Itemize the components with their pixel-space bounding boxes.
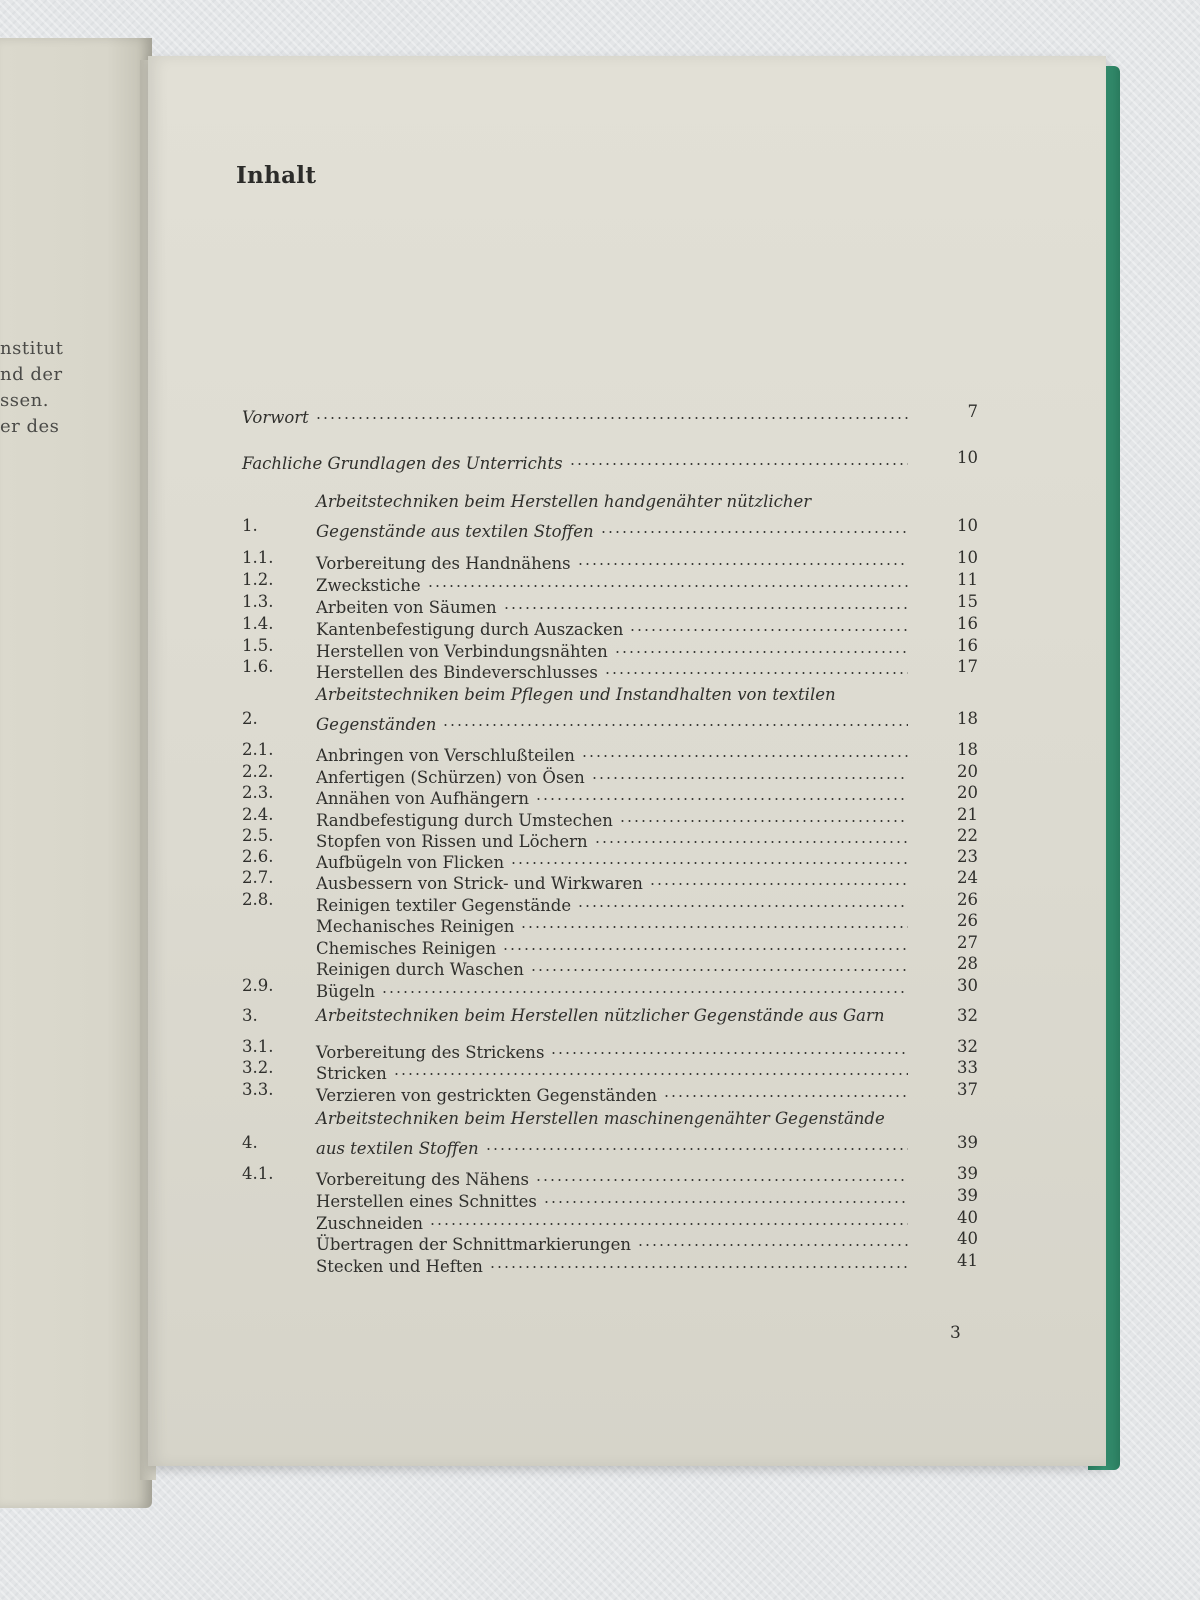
dot-leader <box>315 401 908 423</box>
dot-leader <box>510 846 908 868</box>
toc-entry-page: 10 <box>957 548 978 567</box>
toc-entry-number: 1.5. <box>242 636 274 655</box>
toc-entry <box>242 867 978 893</box>
toc-entry-title: Bügeln <box>316 982 375 1001</box>
dot-leader <box>614 635 908 657</box>
dot-leader <box>581 739 908 761</box>
dot-leader <box>485 1132 908 1154</box>
dot-leader <box>381 975 908 997</box>
toc-entry <box>242 1250 978 1276</box>
dot-leader <box>393 1057 908 1079</box>
toc-entry-page: 20 <box>957 783 978 802</box>
toc-entry-number: 1.1. <box>242 548 274 567</box>
toc-entry-title: Anfertigen (Schürzen) von Ösen <box>316 768 585 787</box>
toc-entry-title: Zuschneiden <box>316 1214 424 1233</box>
toc-entry-number: 2.8. <box>242 890 274 909</box>
toc-entry-title: Chemisches Reinigen <box>316 939 497 958</box>
toc-entry <box>242 953 978 979</box>
toc-entry-title: Stopfen von Rissen und Löchern <box>316 832 588 851</box>
toc-entry-number: 1.6. <box>242 657 274 676</box>
toc-entry-page: 39 <box>957 1164 978 1183</box>
toc-entry <box>242 782 978 808</box>
toc-entry <box>242 761 978 787</box>
toc-entry-page: 7 <box>967 402 978 421</box>
toc-entry-page: 11 <box>957 570 978 589</box>
toc-entry-title: Verzieren von gestrickten Gegenständen <box>316 1086 657 1105</box>
dot-leader <box>604 656 908 678</box>
toc-entry <box>242 1005 978 1027</box>
toc-entry-title: Stricken <box>316 1064 387 1083</box>
toc-entry-page: 22 <box>957 826 978 845</box>
dot-leader <box>629 613 908 635</box>
toc-entry-number: 2.7. <box>242 868 274 887</box>
toc-entry-page: 33 <box>957 1058 978 1077</box>
toc-entry <box>242 739 978 765</box>
toc-entry-title-container <box>242 447 908 475</box>
dot-leader <box>489 1250 908 1272</box>
toc-entry-title: Aufbügeln von Flicken <box>316 853 505 872</box>
toc-entry-page: 23 <box>957 847 978 866</box>
toc-entry-number: 2.4. <box>242 805 274 824</box>
toc-entry-title: Arbeiten von Säumen <box>316 598 497 617</box>
toc-entry <box>242 1163 978 1189</box>
dot-leader <box>543 1185 908 1207</box>
toc-entry-page: 32 <box>957 1037 978 1056</box>
left-page-text-fragment: ssen. <box>0 390 49 411</box>
left-page-text-fragment: er des <box>0 416 60 437</box>
toc-entry-title-container <box>242 401 908 429</box>
toc-entry-page: 20 <box>957 762 978 781</box>
toc-entry-page: 16 <box>957 636 978 655</box>
toc-entry-title: Mechanisches Reinigen <box>316 917 515 936</box>
dot-leader <box>550 1036 908 1058</box>
toc-entry-page: 18 <box>957 740 978 759</box>
dot-leader <box>577 889 908 911</box>
toc-entry <box>242 1207 978 1233</box>
toc-entry-number: 2.9. <box>242 976 274 995</box>
toc-entry-title-line: Arbeitstechniken beim Pflegen und Instandhalten von textilen <box>316 685 836 704</box>
toc-entry-page: 15 <box>957 592 978 611</box>
dot-leader <box>569 447 908 469</box>
toc-entry-title-container <box>316 1005 908 1027</box>
toc-entry <box>242 656 978 682</box>
toc-entry-page: 24 <box>957 868 978 887</box>
toc-entry-number: 2.3. <box>242 783 274 802</box>
toc-entry-title: Vorbereitung des Handnähens <box>316 554 571 573</box>
toc-entry <box>242 825 978 851</box>
toc-entry-title: Vorbereitung des Strickens <box>316 1043 545 1062</box>
toc-entry-page: 10 <box>957 516 978 535</box>
dot-leader <box>535 782 908 804</box>
page-title: Inhalt <box>236 162 317 189</box>
dot-leader <box>427 569 908 591</box>
dot-leader <box>530 953 908 975</box>
toc-entry-page: 28 <box>957 954 978 973</box>
toc-entry <box>242 401 978 427</box>
toc-entry <box>242 1079 978 1105</box>
toc-entry-number: 2. <box>242 709 258 728</box>
toc-entry <box>242 635 978 661</box>
toc-entry <box>242 932 978 958</box>
toc-entry-number: 1.2. <box>242 570 274 589</box>
dot-leader <box>442 708 908 730</box>
toc-entry-title-container <box>316 1250 908 1278</box>
toc-entry <box>242 591 978 617</box>
toc-entry-title-container <box>316 1132 908 1160</box>
left-page <box>0 38 152 1508</box>
toc-entry-title-container <box>316 1079 908 1107</box>
toc-entry-number: 1. <box>242 516 258 535</box>
toc-entry-page: 17 <box>957 657 978 676</box>
toc-entry-title: Anbringen von Verschlußteilen <box>316 746 575 765</box>
toc-entry-title: Kantenbefestigung durch Auszacken <box>316 620 624 639</box>
toc-entry-title: Vorbereitung des Nähens <box>316 1170 529 1189</box>
toc-entry <box>242 492 978 541</box>
toc-entry-page: 27 <box>957 933 978 952</box>
toc-entry <box>242 889 978 915</box>
dot-leader <box>429 1207 908 1229</box>
toc-entry-number: 1.4. <box>242 614 274 633</box>
toc-entry <box>242 846 978 872</box>
toc-entry <box>242 804 978 830</box>
toc-entry-title: Reinigen textiler Gegenstände <box>316 896 572 915</box>
toc-entry-number: 3.1. <box>242 1037 274 1056</box>
dot-leader <box>649 867 908 889</box>
toc-entry-title: Ausbessern von Strick- und Wirkwaren <box>316 874 643 893</box>
dot-leader <box>577 547 908 569</box>
toc-entry <box>242 1109 978 1158</box>
toc-entry-page: 21 <box>957 805 978 824</box>
toc-entry <box>242 975 978 1001</box>
toc-entry <box>242 910 978 936</box>
toc-entry <box>242 1228 978 1254</box>
toc-entry-title: Herstellen eines Schnittes <box>316 1192 537 1211</box>
toc-entry <box>242 685 978 734</box>
toc-entry-page: 40 <box>957 1208 978 1227</box>
toc-entry-title: Gegenständen <box>316 715 437 734</box>
toc-entry <box>242 1185 978 1211</box>
dot-leader <box>600 515 908 537</box>
dot-leader <box>535 1163 908 1185</box>
toc-entry-title-container <box>316 708 908 736</box>
toc-entry-title: Annähen von Aufhängern <box>316 789 529 808</box>
toc-entry-title: Übertragen der Schnittmarkierungen <box>316 1235 631 1254</box>
toc-entry <box>242 613 978 639</box>
toc-entry-page: 30 <box>957 976 978 995</box>
toc-entry-page: 39 <box>957 1133 978 1152</box>
toc-entry-title-line: Arbeitstechniken beim Herstellen handgenähter nützlicher <box>316 492 812 511</box>
toc-entry-page: 26 <box>957 911 978 930</box>
dot-leader <box>619 804 908 826</box>
toc-entry-title-container <box>316 656 908 684</box>
toc-entry-number: 3. <box>242 1006 258 1025</box>
toc-entry-title: Reinigen durch Waschen <box>316 960 524 979</box>
toc-entry-page: 40 <box>957 1229 978 1248</box>
toc-entry-title: Herstellen von Verbindungsnähten <box>316 642 608 661</box>
toc-entry-number: 3.3. <box>242 1080 274 1099</box>
toc-entry-title: Gegenstände aus textilen Stoffen <box>316 522 594 541</box>
left-page-text-fragment: nstitut <box>0 338 64 359</box>
toc-entry-page: 10 <box>957 448 978 467</box>
toc-entry-number: 2.5. <box>242 826 274 845</box>
toc-entry-title-container <box>316 515 908 543</box>
dot-leader <box>520 910 908 932</box>
toc-entry-number: 2.1. <box>242 740 274 759</box>
toc-entry-page: 32 <box>957 1006 978 1025</box>
toc-entry-title: Arbeitstechniken beim Herstellen nützlicher Gegenstände aus Garn <box>316 1006 885 1025</box>
toc-entry-title: aus textilen Stoffen <box>316 1139 479 1158</box>
toc-entry-number: 2.6. <box>242 847 274 866</box>
toc-entry-title: Vorwort <box>242 408 309 427</box>
dot-leader <box>502 932 908 954</box>
dot-leader <box>591 761 908 783</box>
toc-entry-page: 41 <box>957 1251 978 1270</box>
toc-entry-page: 26 <box>957 890 978 909</box>
dot-leader <box>637 1228 908 1250</box>
toc-entry-number: 4.1. <box>242 1164 274 1183</box>
toc-entry-number: 3.2. <box>242 1058 274 1077</box>
toc-entry <box>242 547 978 573</box>
toc-entry-page: 18 <box>957 709 978 728</box>
toc-entry <box>242 1036 978 1062</box>
toc-entry-title: Herstellen des Bindeverschlusses <box>316 663 598 682</box>
toc-entry <box>242 447 978 473</box>
toc-entry <box>242 1057 978 1083</box>
toc-entry-page: 39 <box>957 1186 978 1205</box>
toc-entry-number: 4. <box>242 1133 258 1152</box>
toc-entry-title-line: Arbeitstechniken beim Herstellen maschinengenähter Gegenstände <box>316 1109 885 1128</box>
dot-leader <box>594 825 908 847</box>
toc-entry-number: 2.2. <box>242 762 274 781</box>
left-page-text-fragment: nd der <box>0 364 63 385</box>
toc-entry-title: Fachliche Grundlagen des Unterrichts <box>242 454 563 473</box>
toc-entry-title-container <box>316 975 908 1003</box>
toc-entry <box>242 569 978 595</box>
toc-entry-number: 1.3. <box>242 592 274 611</box>
toc-entry-title: Stecken und Heften <box>316 1257 483 1276</box>
dot-leader <box>663 1079 908 1101</box>
toc-entry-title: Zweckstiche <box>316 576 421 595</box>
page-number: 3 <box>950 1323 961 1343</box>
dot-leader <box>503 591 908 613</box>
toc-entry-page: 16 <box>957 614 978 633</box>
toc-entry-page: 37 <box>957 1080 978 1099</box>
toc-entry-title: Randbefestigung durch Umstechen <box>316 811 613 830</box>
